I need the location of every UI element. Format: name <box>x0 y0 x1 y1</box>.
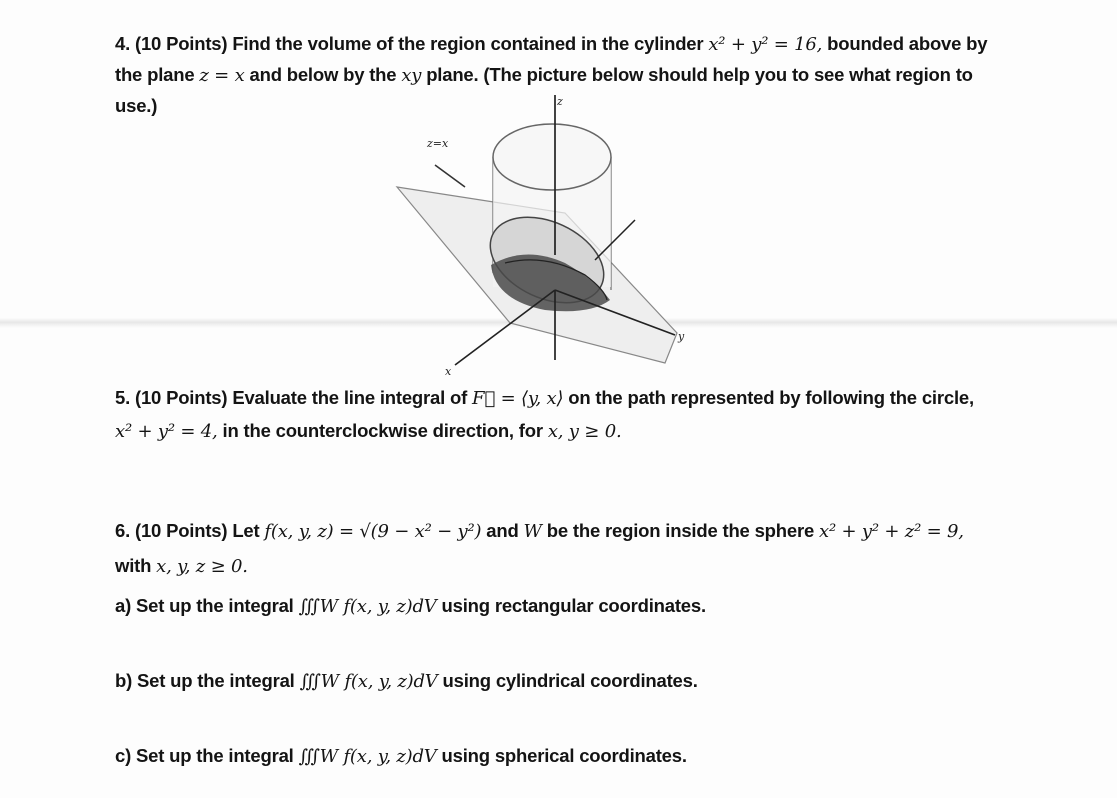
cylinder-plane-figure <box>395 95 705 380</box>
q5-vector-field: F⃗ = ⟨y, x⟩ <box>472 388 564 409</box>
q4-number: 4. <box>115 33 131 54</box>
part-label: c) <box>115 745 132 766</box>
q5-points: (10 Points) <box>134 387 228 408</box>
q4-points: (10 Points) <box>134 33 228 54</box>
label-x-axis: x <box>445 365 452 378</box>
q6-line-2 <box>115 555 248 577</box>
q4-cylinder-equation: x² + y² = 16, <box>708 34 823 55</box>
q6-sphere-equation: x² + y² + z² = 9, <box>819 521 964 542</box>
q4-text: and below by the <box>249 64 397 85</box>
q5-number: 5. <box>115 387 131 408</box>
part-tail: using cylindrical coordinates. <box>442 670 698 691</box>
part-integral: ∭W f(x, y, z)dV <box>298 596 437 617</box>
q4-line-3 <box>115 95 157 117</box>
part-text: Set up the integral <box>136 595 294 616</box>
q5-line-1 <box>115 387 974 409</box>
plane-edge-line <box>435 165 465 187</box>
q5-circle-equation: x² + y² = 4, <box>115 421 218 442</box>
part-integral: ∭W f(x, y, z)dV <box>298 746 437 767</box>
q6-part-a <box>115 595 706 617</box>
q6-text: and <box>486 520 519 541</box>
q6-part-b <box>115 670 698 692</box>
q4-xy: xy <box>401 65 422 86</box>
part-label: b) <box>115 670 133 691</box>
q6-function: f(x, y, z) = √(9 − x² − y²) <box>264 521 482 542</box>
q4-text: plane. (The picture below should help you to see what region to <box>426 64 973 85</box>
q5-text: in the counterclockwise direction, for <box>222 420 543 441</box>
q6-region: W <box>523 521 542 542</box>
q4-text: Find the volume of the region contained in the cylinder <box>232 33 704 54</box>
q6-text: Let <box>232 520 260 541</box>
q6-text: be the region inside the sphere <box>546 520 815 541</box>
q4-text: the plane <box>115 64 195 85</box>
q5-line-2 <box>115 420 621 442</box>
q6-text: with <box>115 555 152 576</box>
q5-text: Evaluate the line integral of <box>232 387 468 408</box>
part-tail: using rectangular coordinates. <box>441 595 706 616</box>
part-text: Set up the integral <box>136 745 294 766</box>
label-y-axis: y <box>678 330 685 343</box>
q5-text-tail: on the path represented by following the circle, <box>568 387 974 408</box>
label-plane: z=x <box>427 137 449 150</box>
part-text: Set up the integral <box>137 670 295 691</box>
q4-text: use.) <box>115 95 158 116</box>
q5-condition: x, y ≥ 0. <box>547 421 622 442</box>
cylinder-top <box>493 124 611 190</box>
q6-part-c <box>115 745 687 767</box>
q6-condition: x, y, z ≥ 0. <box>156 556 248 577</box>
label-z-axis: z <box>557 95 563 108</box>
q4-line-1 <box>115 33 987 55</box>
q6-number: 6. <box>115 520 131 541</box>
part-integral: ∭W f(x, y, z)dV <box>299 671 438 692</box>
q6-line-1 <box>115 520 964 542</box>
q4-plane-equation: z = x <box>199 65 245 86</box>
part-tail: using spherical coordinates. <box>441 745 687 766</box>
q4-line-2 <box>115 64 973 86</box>
q6-points: (10 Points) <box>134 520 228 541</box>
q4-text-tail: bounded above by <box>827 33 988 54</box>
part-label: a) <box>115 595 132 616</box>
